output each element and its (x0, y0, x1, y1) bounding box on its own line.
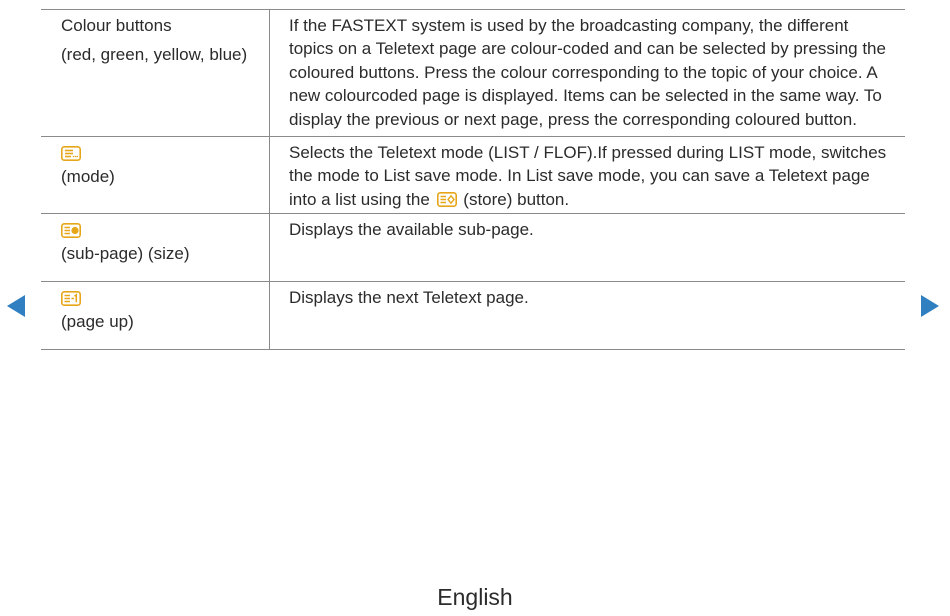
description-text: If the FASTEXT system is used by the broadcasting company, the different topics on a Teletext page are colour-coded and can be selected by pressing the coloured buttons. Press the colour corresponding to the topic of your choice. A new colourcoded page is displayed. Items can be selected in the same way. To display the previous or next page, press the corresponding coloured button. (289, 16, 886, 129)
button-name: (sub-page) (size) (61, 244, 190, 263)
table-row (41, 214, 905, 282)
table-row (41, 137, 905, 214)
triangle-right-icon (918, 293, 942, 319)
description-cell (270, 214, 906, 282)
description-cell (270, 137, 906, 214)
button-name: (page up) (61, 312, 134, 331)
teletext-buttons-table (41, 9, 905, 350)
description-text: Displays the next Teletext page. (289, 288, 529, 307)
teletext-mode-icon (61, 146, 81, 161)
button-name: (mode) (61, 167, 115, 186)
teletext-page-up-icon (61, 291, 81, 306)
button-name: Colour buttons (61, 16, 172, 35)
description-cell (270, 282, 906, 350)
description-text-continued: (store) button. (463, 189, 570, 209)
button-name-detail: (red, green, yellow, blue) (61, 45, 248, 65)
table-row (41, 10, 905, 137)
teletext-subpage-icon (61, 223, 81, 238)
button-name-cell (41, 137, 270, 214)
description-text: Displays the available sub-page. (289, 220, 534, 239)
next-page-button[interactable] (918, 293, 942, 319)
button-name-cell (41, 282, 270, 350)
previous-page-button[interactable] (4, 293, 28, 319)
description-cell (270, 10, 906, 137)
triangle-left-icon (4, 293, 28, 319)
teletext-store-icon (437, 190, 457, 205)
description-text: Selects the Teletext mode (LIST / FLOF).If pressed during LIST mode, switches the mode to List save mode. In List save mode, you can save a Teletext page into a list using the (289, 143, 887, 209)
button-name-cell (41, 214, 270, 282)
table-row (41, 282, 905, 350)
button-name-cell (41, 10, 270, 137)
page-footer-language: English (437, 584, 513, 610)
